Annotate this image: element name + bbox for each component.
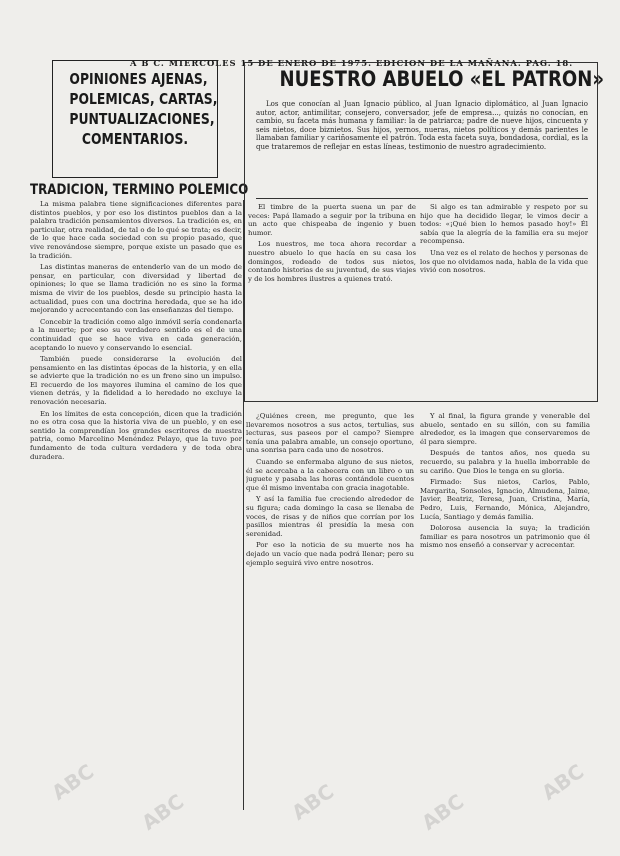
- left-paragraph: La misma palabra tiene significaciones diferentes para distintos pueblos, y por eso los distintos pueblos dan a la palabra tradición pensamientos diversos. La tradición es, en particular, otra realidad, de tal o de lo qué se trata; es decir, de lo que hace cada sociedad con su propio pasado, que vive renovándose siempre, porque existe un pasado que es la tradición.: [30, 200, 242, 260]
- bottom-paragraph: Después de tantos años, nos queda su recuerdo, su palabra y la huella imborrable de su cariño. Que Dios le tenga en su gloria.: [420, 449, 590, 475]
- watermark: ABC: [287, 779, 339, 825]
- left-article-body: [30, 200, 242, 805]
- section-line-2: POLEMICAS, CARTAS,: [69, 90, 218, 108]
- watermark: ABC: [537, 759, 589, 805]
- main-article-intro: [256, 100, 588, 195]
- bottom-paragraph: Y así la familia fue creciendo alrededor de su figura; cada domingo la casa se llenaba de voces, de risas y de niños que corrían por los pasillos mientras él presidía la mesa con serenidad.: [246, 495, 414, 538]
- intro-paragraph: Los que conocían al Juan Ignacio público, al Juan Ignacio diplomático, al Juan Ignacio autor, actor, antimilitar, consejero, conversador, jefe de empresa..., quizás no conocían, en cambio, su faceta más humana y familiar: la de patriarca; padre de nueve hijos, cincuenta y seis nietos, doce biznietos. Sus hijos, yernos, nueras, nietos políticos y demás parientes le llamaban familiar y cariñosamente el patrón. Toda esta faceta suya, bondadosa, cordial, es la que trataremos de reflejar en estas líneas, testimonio de nuestro agradecimiento.: [256, 100, 588, 151]
- bottom-paragraph: Por eso la noticia de su muerte nos ha dejado un vacío que nada podrá llenar; pero su ejemplo seguirá vivo entre nosotros.: [246, 541, 414, 567]
- left-paragraph: Las distintas maneras de entenderlo van de un modo de pensar, en particular, con diversidad y libertad de opiniones; lo que se llama tradición no es sino la forma misma de vivir de los pueblos, desde su principio hasta la actualidad, pues con una doctrina heredada, que se ha ido mejorando y acrecentando con las enseñanzas del tiempo.: [30, 263, 242, 315]
- main-paragraph: Si algo es tan admirable y respeto por su hijo que ha decidido llegar, le vimos decir a todos: «¡Qué bien lo hemos pasado hoy!» Él sabía que la alegría de la familia era su mejor recompensa.: [420, 203, 588, 246]
- bottom-paragraph: Dolorosa ausencia la suya; la tradición familiar es para nosotros un patrimonio que él mismo nos enseñó a conservar y acrecentar.: [420, 524, 590, 550]
- section-line-1: OPINIONES AJENAS,: [69, 70, 208, 88]
- section-box: [52, 60, 218, 178]
- bottom-column-1: [246, 412, 414, 807]
- watermark: ABC: [417, 789, 469, 835]
- page-header: A B C. MIERCOLES 15 DE ENERO DE 1975. EDICION DE LA MAÑANA. PAG. 18.: [130, 58, 574, 68]
- watermark: ABC: [137, 789, 189, 835]
- intro-divider: [256, 198, 588, 199]
- main-article-title: NUESTRO ABUELO «EL PATRON»: [279, 67, 605, 91]
- main-paragraph: Una vez es el relato de hechos y personas de los que no olvidamos nada, habla de la vida que vivió con nosotros.: [420, 248, 588, 275]
- section-line-4: COMENTARIOS.: [81, 130, 189, 148]
- watermark: ABC: [47, 759, 99, 805]
- left-paragraph: Concebir la tradición como algo inmóvil sería condenarla a la muerte; por eso su verdadero sentido es el de una continuidad que se hace viva en cada generación, aceptando lo nuevo y conservando lo esencial.: [30, 317, 242, 352]
- main-article-column-2: [420, 203, 588, 403]
- left-paragraph: También puede considerarse la evolución del pensamiento en las distintas épocas de la historia, y en ella se advierte que la tradición no es un freno sino un impulso. El recuerdo de los mayores ilumina el camino de los que vienen detrás, y la fidelidad a lo heredado no excluye la renovación necesaria.: [30, 355, 242, 407]
- bottom-paragraph: Firmado: Sus nietos, Carlos, Pablo, Margarita, Sonsoles, Ignacio, Almudena, Jaime, Javier, Beatriz, Teresa, Juan, Cristina, María, Pedro, Luis, Fernando, Mónica, Alejandro, Lucía, Santiago y demás familia.: [420, 478, 590, 521]
- bottom-paragraph: ¿Quiénes creen, me pregunto, que les llevaremos nosotros a sus actos, tertulias, sus lecturas, sus paseos por el campo? Siempre tenía una palabra amable, un consejo oportuno, una sonrisa para cada uno de nosotros.: [246, 412, 414, 455]
- main-paragraph: Los nuestros, me toca ahora recordar a nuestro abuelo lo que hacía en su casa los domingos, rodeado de todos sus nietos, contando historias de su juventud, de sus viajes y de los hombres ilustres a quienes trató.: [248, 240, 416, 283]
- bottom-column-2: [420, 412, 590, 807]
- main-article-column-1: [248, 203, 416, 403]
- left-article-title: TRADICION, TERMINO POLEMICO: [30, 182, 249, 198]
- section-line-3: PUNTUALIZACIONES,: [69, 110, 215, 128]
- left-paragraph: En los límites de esta concepción, dicen que la tradición no es otra cosa que la historia viva de un pueblo, y en ese sentido la comprendían los grandes escritores de nuestra patria, como Marcelino Menéndez Pelayo, que la tuvo por fundamento de toda cultura verdadera y de toda obra duradera.: [30, 409, 242, 461]
- bottom-paragraph: Y al final, la figura grande y venerable del abuelo, sentado en su sillón, con su familia alrededor, es la imagen que conservaremos de él para siempre.: [420, 412, 590, 446]
- bottom-paragraph: Cuando se enfermaba alguno de sus nietos, él se acercaba a la cabecera con un libro o un juguete y pasaba las horas contándole cuentos que él mismo inventaba con gracia inagotable.: [246, 457, 414, 492]
- main-paragraph: El timbre de la puerta suena un par de veces: Papá llamado a seguir por la tribuna en un acto que chispeaba de ingenio y buen humor.: [248, 203, 416, 237]
